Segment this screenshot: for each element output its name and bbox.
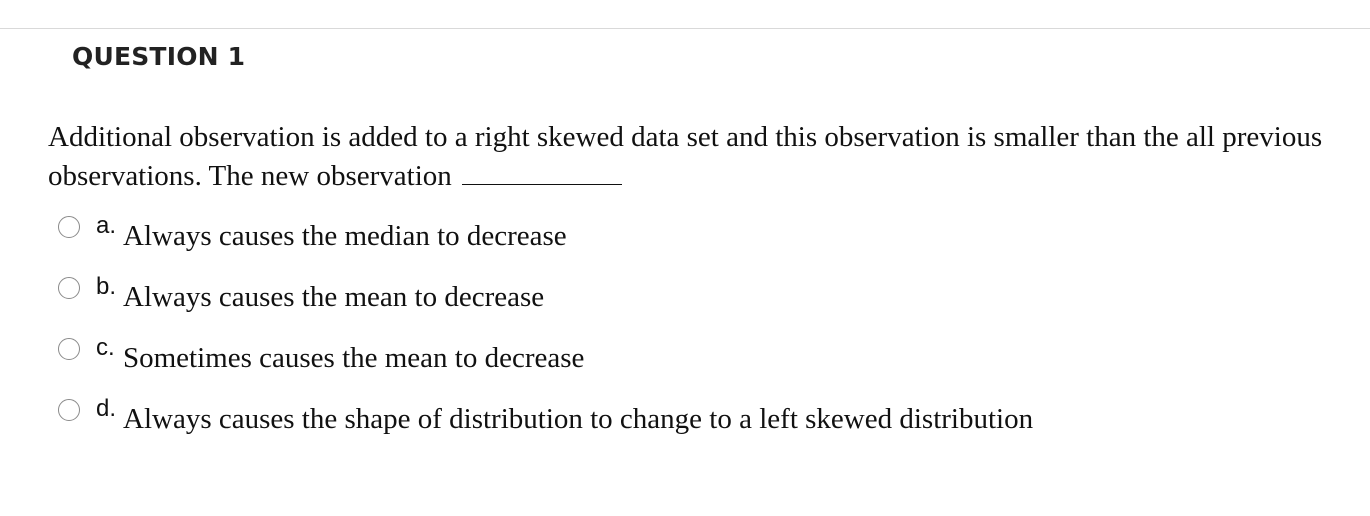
- option-text[interactable]: Always causes the shape of distribution to change to a left skewed distribution: [123, 403, 1034, 435]
- question-prompt: [48, 118, 1348, 196]
- question-text: Additional observation is added to a right skewed data set and this observation is smaller than the all previous observations. The new observation: [48, 121, 1323, 192]
- option-letter: b.: [96, 273, 117, 300]
- option-letter: a.: [96, 212, 117, 239]
- option-letter: d.: [96, 395, 117, 422]
- option-text[interactable]: Always causes the mean to decrease: [123, 281, 545, 313]
- question-heading: QUESTION 1: [72, 42, 246, 71]
- radio-button-c[interactable]: [58, 338, 80, 360]
- radio-button-d[interactable]: [58, 399, 80, 421]
- option-text[interactable]: Always causes the median to decrease: [123, 220, 567, 252]
- radio-button-a[interactable]: [58, 216, 80, 238]
- answer-blank: [462, 160, 622, 185]
- option-text[interactable]: Sometimes causes the mean to decrease: [123, 342, 585, 374]
- option-letter: c.: [96, 334, 115, 361]
- top-divider: [0, 28, 1370, 29]
- radio-button-b[interactable]: [58, 277, 80, 299]
